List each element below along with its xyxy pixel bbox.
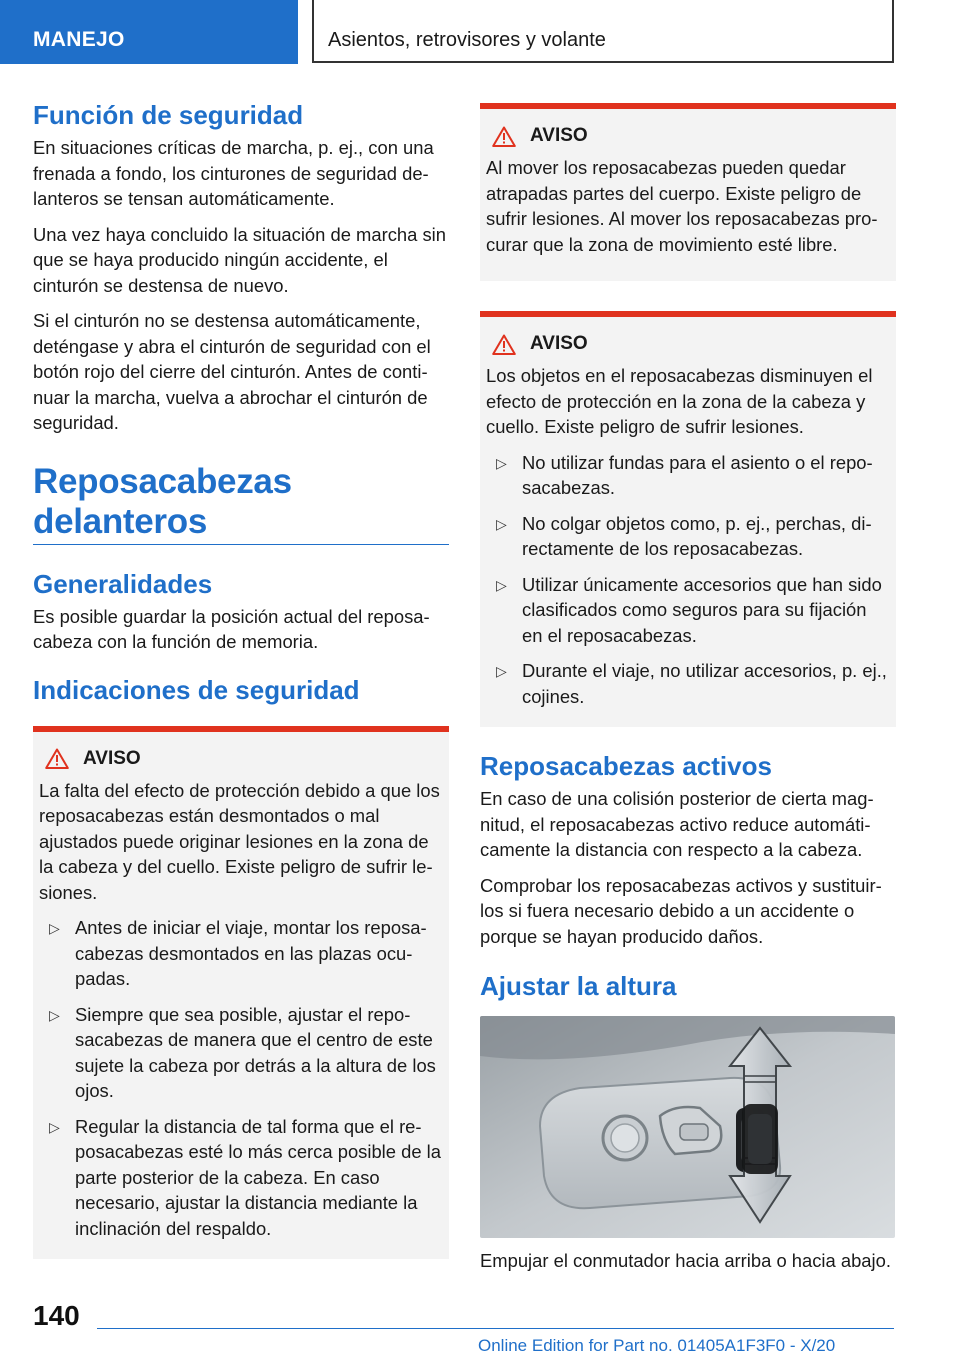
header-chapter-box [312, 0, 894, 63]
warning-box-right-2 [480, 311, 896, 727]
list-item: ▷ Regular la distancia de tal forma que el reposacabezas esté lo más cerca posible de la parte posterior de la cabeza. En caso necesario, ajustar la distancia mediante la inclinación del respaldo. [49, 1115, 441, 1239]
seat-switch-photo [480, 1016, 895, 1238]
triangle-bullet-icon: ▷ [496, 454, 507, 471]
warning-box-right-1 [480, 103, 896, 281]
list-item: ▷ Utilizar únicamente accesorios que han sido clasificados como seguros para su fijación en el reposacabezas. [496, 573, 882, 646]
triangle-bullet-icon: ▷ [496, 663, 507, 679]
warning-text: Los objetos en el reposacabezas disminuyen el efecto de protección en la zona de la cabeza y cuello. Existe peligro de sufrir lesiones. [486, 365, 873, 437]
triangle-bullet-icon: ▷ [496, 515, 507, 532]
ajustar-caption: Empujar el conmutador hacia arriba o hacia abajo. [480, 1250, 891, 1271]
list-item: ▷ Siempre que sea posible, ajustar el reposacabezas de manera que el centro de este sujete la cabeza por detrás a la altura de los ojos. [49, 1003, 436, 1101]
triangle-bullet-icon: ▷ [49, 920, 60, 936]
indicaciones-heading: Indicaciones de seguridad [33, 674, 360, 705]
list-item: ▷ Durante el viaje, no utilizar accesorios, p. ej., cojines. [496, 660, 887, 707]
warning-title [45, 748, 443, 770]
warning-text: Al mover los reposacabezas pueden quedar atrapadas partes del cuerpo. Existe peligro de sufrir lesiones. Al mover los reposacabezas procurar que la zona de movimiento esté libre. [486, 157, 878, 255]
activos-heading: Reposacabezas activos [480, 751, 772, 781]
list-item: ▷ Antes de iniciar el viaje, montar los reposacabezas desmontados en las plazas ocupadas. [49, 917, 427, 989]
warning-list [486, 450, 890, 710]
warning-triangle-icon [492, 334, 516, 355]
warning-list [39, 915, 443, 1241]
list-item: ▷ No colgar objetos como, p. ej., perchas, directamente de los reposacabezas. [496, 512, 872, 559]
generalidades-paragraph: Es posible guardar la posición actual del reposacabeza con la función de memoria. [33, 605, 430, 652]
seat-switch-illustration [480, 1016, 895, 1238]
footer-rule [97, 1328, 894, 1329]
ajustar-heading: Ajustar la altura [480, 971, 677, 1001]
warning-title [492, 125, 890, 147]
activos-paragraph-1: En caso de una colisión posterior de cierta magnitud, el reposacabezas activo reduce automáticamente la distancia con respecto a la cabeza. [480, 788, 874, 860]
list-item: ▷ No utilizar fundas para el asiento o el reposacabezas. [496, 451, 873, 498]
warning-box-left [33, 726, 449, 1260]
right-column [480, 103, 896, 1284]
warning-label: AVISO [530, 125, 588, 146]
header-chapter-label: Asientos, retrovisores y volante [328, 29, 606, 51]
header-section-tab [0, 0, 298, 64]
warning-label: AVISO [530, 333, 588, 354]
warning-triangle-icon [45, 748, 69, 769]
header-section-label: MANEJO [33, 28, 125, 51]
page-number: 140 [33, 1300, 80, 1331]
warning-text: La falta del efecto de protección debido a que los reposacabezas están desmontados o mal ajustados puede originar lesiones en la zona de la cabeza y del cuello. Existe peligro de sufrir lesiones. [39, 779, 440, 903]
triangle-bullet-icon: ▷ [49, 1118, 60, 1135]
warning-label: AVISO [83, 747, 141, 769]
funcion-paragraph-1: En situaciones críticas de marcha, p. ej., con una frenada a fondo, los cinturones de seguridad delanteros se tensan automáticamente. [33, 137, 434, 209]
activos-paragraph-2: Comprobar los reposacabezas activos y sustituirlos si fuera necesario debido a un accidente o porque se hayan producido daños. [480, 874, 882, 947]
footer-edition: Online Edition for Part no. 01405A1F3F0 - X/20 [478, 1336, 836, 1355]
triangle-bullet-icon: ▷ [496, 576, 507, 593]
warning-triangle-icon [492, 126, 516, 147]
left-column [33, 100, 449, 1259]
generalidades-heading: Generalidades [33, 568, 213, 599]
funcion-paragraph-2: Una vez haya concluido la situación de marcha sin que se haya producido ningún accidente, el cinturón se destensa de nuevo. [33, 223, 446, 296]
funcion-paragraph-3: Si el cinturón no se destensa automáticamente, deténgase y abra el cinturón de seguridad con el botón rojo del cierre del cinturón. Antes de continuar la marcha, vuelva a abrochar el cinturón de seguridad. [33, 310, 431, 433]
funcion-heading: Función de seguridad [33, 100, 304, 130]
reposa-heading: Reposacabezas delanteros [33, 461, 292, 541]
warning-title [492, 333, 890, 355]
triangle-bullet-icon: ▷ [49, 1006, 60, 1023]
reposa-heading-block [33, 462, 449, 545]
